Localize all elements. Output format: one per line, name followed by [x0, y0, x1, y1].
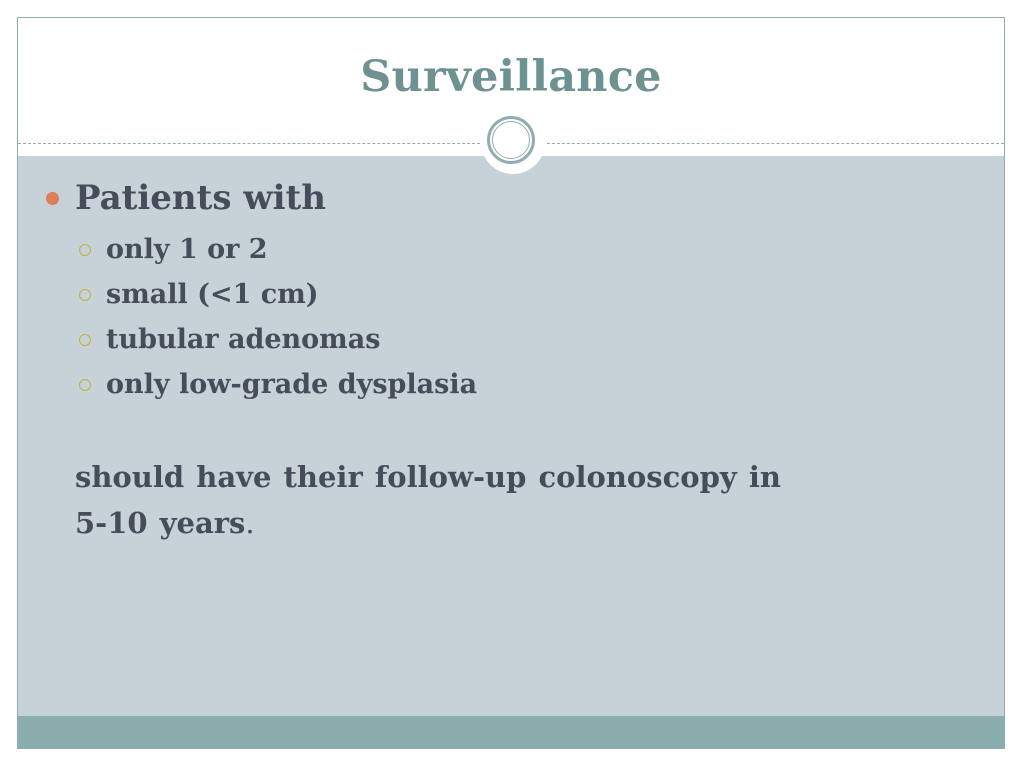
slide: [17, 17, 1005, 749]
list-item: [18, 232, 1004, 272]
bullet-circle-icon: [79, 289, 91, 301]
bullet-circle-icon: [79, 334, 91, 346]
slide-title: Surveillance: [360, 52, 662, 102]
footer-bar: [18, 716, 1004, 749]
paragraph-period: .: [245, 506, 255, 540]
paragraph-line-1: should have their follow-up colonoscopy in: [75, 460, 781, 494]
paragraph-line-2: 5-10 years: [75, 506, 246, 540]
sub-bullet-text: tubular adenomas: [106, 324, 381, 355]
bullet-circle-icon: [79, 379, 91, 391]
bullet-dot-icon: [46, 192, 59, 205]
main-bullet-text: Patients with: [75, 178, 326, 218]
list-item: [18, 367, 1004, 407]
sub-bullet-text: only 1 or 2: [106, 234, 268, 265]
list-item: [18, 322, 1004, 362]
sub-bullet-text: only low-grade dysplasia: [106, 369, 478, 400]
recommendation-paragraph: [75, 454, 835, 546]
bullet-circle-icon: [79, 244, 91, 256]
list-item: [18, 277, 1004, 317]
sub-bullet-text: small (<1 cm): [106, 279, 319, 310]
circle-ornament-inner: [492, 121, 530, 159]
